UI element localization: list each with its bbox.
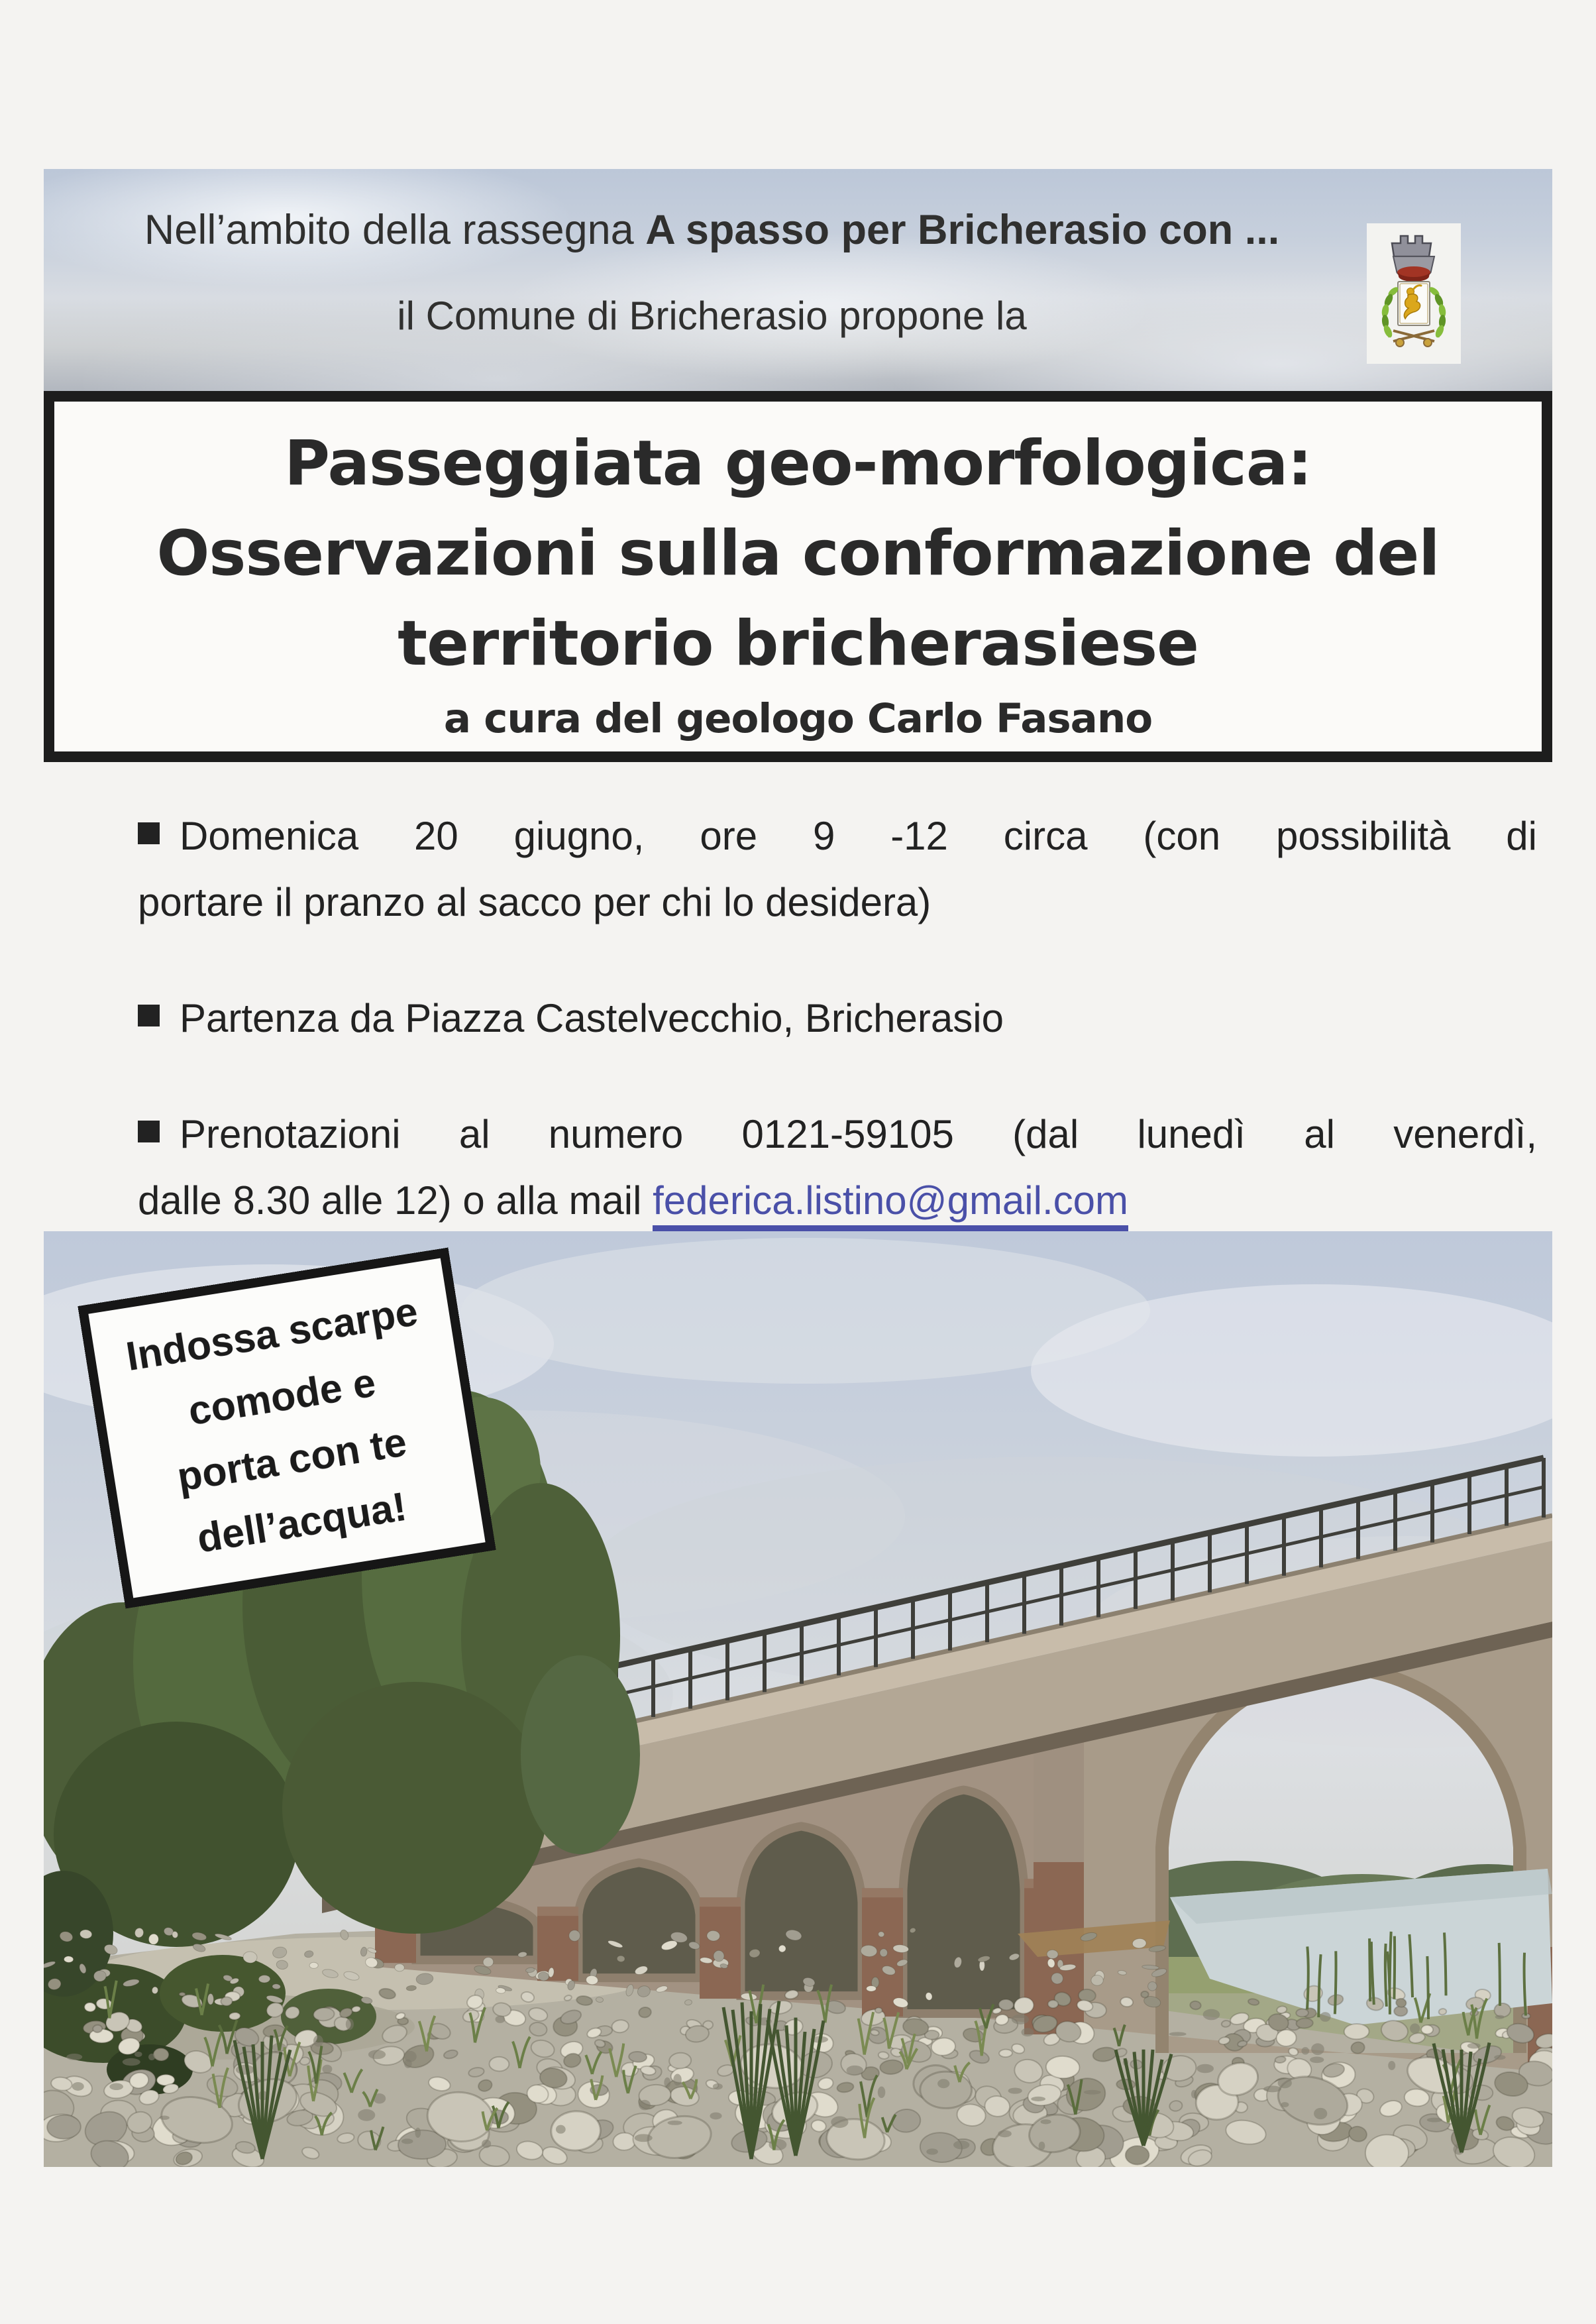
coat-of-arms-icon bbox=[1367, 223, 1461, 364]
event-details-list bbox=[138, 803, 1537, 1284]
bullet-date-text-2: portare il pranzo al sacco per chi lo desidera) bbox=[138, 880, 931, 924]
title-line-2: Osservazioni sulla conformazione del bbox=[156, 518, 1440, 590]
note-line-4: dell’acqua! bbox=[193, 1483, 410, 1561]
bullet-date-text: Domenica 20 giugno, ore 9 -12 circa (con possibilità di bbox=[180, 814, 1537, 858]
header-line-1-bold: A spasso per Bricherasio con ... bbox=[645, 207, 1280, 253]
crest-crown bbox=[1392, 236, 1434, 282]
header-line-2: il Comune di Bricherasio propone la bbox=[397, 294, 1027, 338]
header-banner bbox=[44, 169, 1552, 391]
note-sign bbox=[78, 1248, 496, 1609]
crest-shield bbox=[1398, 282, 1430, 325]
bullet-departure-text: Partenza da Piazza Castelvecchio, Bricherasio bbox=[180, 996, 1004, 1040]
header-text bbox=[44, 169, 1552, 341]
title-line-1: Passeggiata geo-morfologica: bbox=[284, 427, 1312, 500]
header-line-1-regular: Nell’ambito della rassegna bbox=[144, 207, 646, 253]
bullet-square-icon bbox=[138, 1005, 160, 1026]
bridge-photo bbox=[44, 1231, 1552, 2167]
title-box bbox=[44, 391, 1552, 762]
bullet-square-icon bbox=[138, 822, 160, 844]
note-line-1: Indossa scarpe bbox=[123, 1288, 421, 1380]
bullet-departure bbox=[138, 985, 1537, 1052]
title-line-3: territorio bricherasiese bbox=[398, 608, 1198, 680]
note-line-2: comode e bbox=[185, 1359, 379, 1434]
bullet-booking-text-2-prefix: dalle 8.30 alle 12) o alla mail bbox=[138, 1178, 653, 1223]
bullet-square-icon bbox=[138, 1121, 160, 1142]
bullet-booking-text-2 bbox=[138, 1178, 1128, 1231]
bullet-date bbox=[138, 803, 1537, 936]
bullet-booking bbox=[138, 1101, 1537, 1234]
bullet-booking-text: Prenotazioni al numero 0121-59105 (dal lunedì al venerdì, bbox=[180, 1112, 1537, 1156]
title-byline: a cura del geologo Carlo Fasano bbox=[443, 695, 1153, 742]
email-link[interactable]: federica.listino@gmail.com bbox=[653, 1178, 1128, 1231]
note-line-3: porta con te bbox=[174, 1419, 410, 1500]
header-line-1 bbox=[90, 203, 1334, 256]
